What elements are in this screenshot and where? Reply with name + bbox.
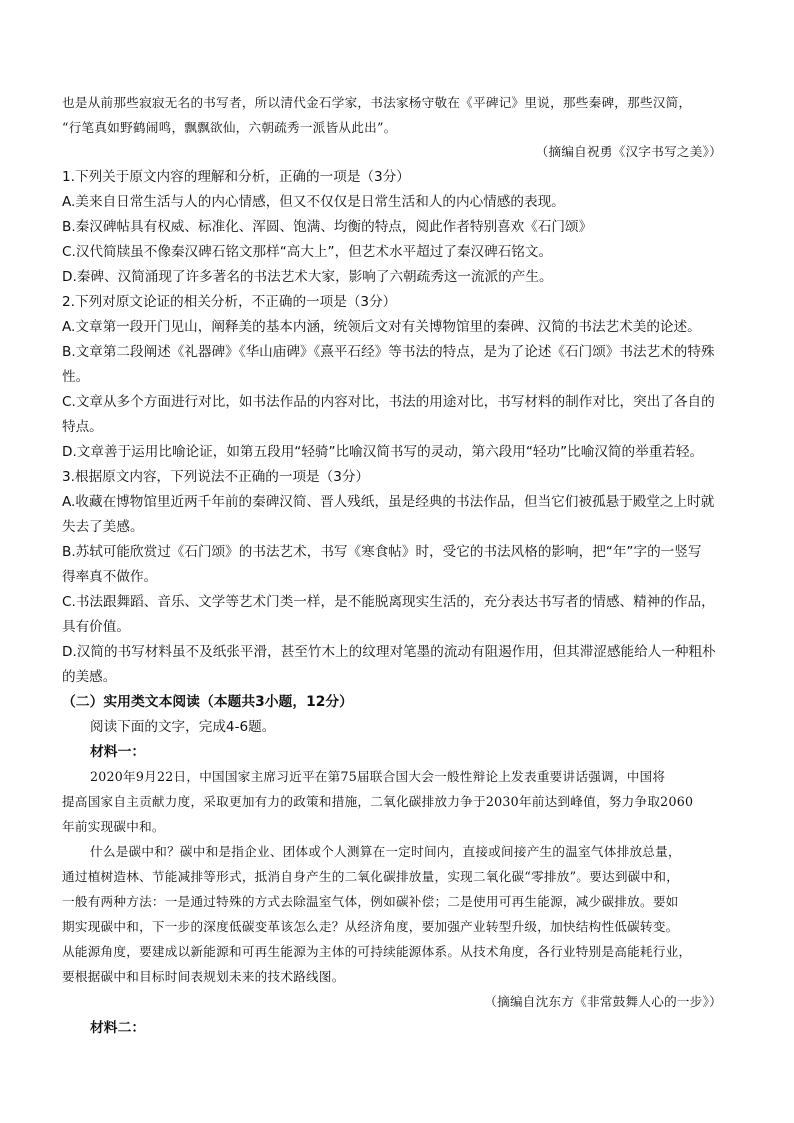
question-3-option-d-cont: 的美感。: [62, 669, 117, 685]
passage-line: 年前实现碳中和。: [62, 819, 165, 834]
passage-line: 什么是碳中和？碳中和是指企业、团体或个人测算在一定时间内，直接或间接产生的温室气体排放总量，: [90, 844, 681, 859]
question-2-option-b: B.文章第二段阐述《礼器碑》《华山庙碑》《熹平石经》等书法的特点，是为了论述《石门颂》书法艺术的特殊: [62, 344, 715, 360]
passage-line: 一般有两种方法：一是通过特殊的方式去除温室气体，例如碳补偿；二是使用可再生能源，减少碳排放。要如: [62, 894, 679, 909]
passage-line: 从能源角度，要建成以新能源和可再生能源为主体的可持续能源体系。从技术角度，各行业特别是高能耗行业，: [62, 944, 692, 959]
instruction: 阅读下面的文字，完成4-6题。: [90, 719, 276, 735]
source-citation: （摘编自沈东方《非常鼓舞人心的一步》）: [484, 994, 722, 1009]
question-2: 2.下列对原文论证的相关分析，不正确的一项是（3分）: [62, 294, 397, 310]
question-2-option-c: C.文章从多个方面进行对比，如书法作品的内容对比，书法的用途对比，书写材料的制作对比，突出了各自的: [62, 394, 715, 410]
question-1-option-a: A.美来自日常生活与人的内心情感，但又不仅仅是日常生活和人的内心情感的表现。: [62, 194, 565, 210]
passage-line: 要根据碳中和目标时间表规划未来的技术路线图。: [62, 969, 345, 984]
passage-line: 期实现碳中和，下一步的深度低碳变革该怎么走？从经济角度，要加强产业转型升级，加快结构性低碳转变。: [62, 919, 679, 934]
question-3-option-d: D.汉简的书写材料虽不及纸张平滑，甚至竹木上的纹理对笔墨的流动有阻遏作用，但其滞涩感能给人一种粗朴: [62, 644, 716, 660]
source-citation: （摘编自祝勇《汉字书写之美》）: [535, 144, 722, 159]
question-2-option-b-cont: 性。: [62, 369, 90, 385]
question-1: 1.下列关于原文内容的理解和分析，正确的一项是（3分）: [62, 169, 410, 185]
question-3-option-b-cont: 得率真不做作。: [62, 569, 158, 585]
question-3-option-b: B.苏轼可能欣赏过《石门颂》的书法艺术，书写《寒食帖》时，受它的书法风格的影响，把“年”字的一竖写: [62, 544, 702, 560]
question-2-option-a: A.文章第一段开门见山，阐释美的基本内涵，统领后文对有关博物馆里的秦碑、汉简的书法艺术美的论述。: [62, 319, 701, 335]
material-2-heading: 材料二：: [90, 1020, 146, 1036]
question-3-option-a-cont: 失去了美感。: [62, 519, 144, 535]
passage-line: 通过植树造林、节能减排等形式，抵消自身产生的二氧化碳排放量，实现二氧化碳“零排放”。要达到碳中和，: [62, 869, 680, 884]
question-3-option-c-cont: 具有价值。: [62, 619, 130, 635]
question-1-option-d: D.秦碑、汉简涌现了许多著名的书法艺术大家，影响了六朝疏秀这一流派的产生。: [62, 269, 553, 285]
material-1-heading: 材料一：: [90, 744, 146, 760]
question-1-option-b: B.秦汉碑帖具有权威、标准化、浑圆、饱满、均衡的特点，阅此作者特别喜欢《石门颂》: [62, 219, 593, 235]
passage-line: 提高国家自主贡献力度，采取更加有力的政策和措施，二氧化碳排放力争于2030年前达到峰值，努力争取2060: [62, 794, 694, 809]
section-heading: （二）实用类文本阅读（本题共3小题，12分）: [62, 694, 353, 710]
passage-line: 也是从前那些寂寂无名的书写者，所以清代金石学家，书法家杨守敬在《平碑记》里说，那些秦碑，那些汉简，: [62, 95, 692, 110]
passage-line: 2020年9月22日，中国国家主席习近平在第75届联合国大会一般性辩论上发表重要讲话强调，中国将: [90, 769, 666, 784]
question-3-option-a: A.收藏在博物馆里近两千年前的秦碑汉简、晋人残纸，虽是经典的书法作品，但当它们被孤悬于殿堂之上时就: [62, 494, 715, 510]
question-3-option-c: C.书法跟舞蹈、音乐、文学等艺术门类一样，是不能脱离现实生活的，充分表达书写者的情感、精神的作品，: [62, 594, 715, 610]
passage-line: “行笔真如野鹤闹鸣，飘飘欲仙，六朝疏秀一派皆从此出”。: [62, 120, 397, 135]
question-2-option-c-cont: 特点。: [62, 419, 103, 435]
question-2-option-d: D.文章善于运用比喻论证，如第五段用“轻骑”比喻汉简书写的灵动，第六段用“轻功”比喻汉简的举重若轻。: [62, 444, 704, 460]
question-3: 3.根据原文内容，下列说法不正确的一项是（3分）: [62, 469, 370, 485]
question-1-option-c: C.汉代简牍虽不像秦汉碑石铭文那样“高大上”，但艺术水平超过了秦汉碑石铭文。: [62, 244, 553, 260]
